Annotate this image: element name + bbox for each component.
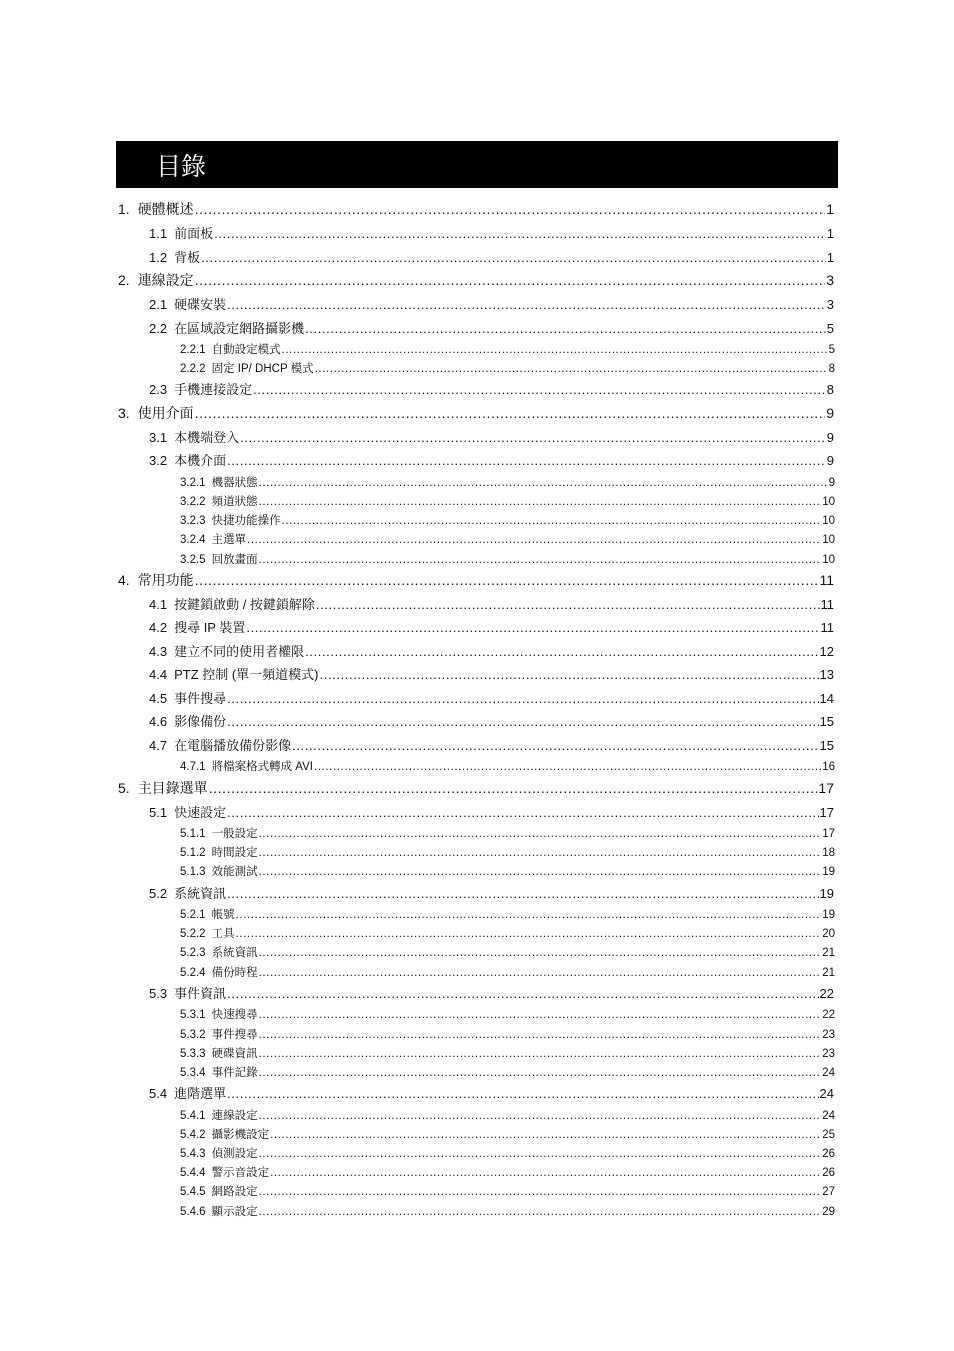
toc-entry-page-number: 10 xyxy=(822,515,835,528)
toc-entry-level-2[interactable] xyxy=(0,247,954,271)
toc-entry-page-number: 27 xyxy=(822,1186,835,1199)
dot-leader xyxy=(195,272,826,288)
toc-entry-level-2[interactable] xyxy=(0,450,954,474)
toc-entry-level-3[interactable] xyxy=(0,1026,954,1045)
toc-entry-level-3[interactable] xyxy=(0,512,954,531)
dot-leader xyxy=(259,1110,822,1122)
dot-leader xyxy=(259,1067,822,1079)
toc-title: 目錄 xyxy=(156,151,207,181)
toc-entry-page-number: 10 xyxy=(822,553,835,566)
toc-entry-number: 5.2.4 xyxy=(180,966,206,979)
toc-entry-level-2[interactable] xyxy=(0,641,954,665)
toc-entry-text: PTZ 控制 (單一頻道模式) xyxy=(174,667,319,683)
toc-entry-page-number: 24 xyxy=(819,1086,834,1102)
toc-entry-label xyxy=(149,427,239,446)
dot-leader xyxy=(227,986,818,1001)
toc-entry-level-3[interactable] xyxy=(0,1145,954,1164)
toc-entry-page-number: 9 xyxy=(828,476,835,489)
toc-entry-page-number: 24 xyxy=(822,1109,835,1122)
toc-entry-text: 工具 xyxy=(211,928,235,941)
toc-entry-page-number: 23 xyxy=(822,1028,835,1041)
toc-entry-level-3[interactable] xyxy=(0,1064,954,1083)
toc-entry-number: 4.2 xyxy=(149,620,168,636)
dot-leader xyxy=(259,1029,822,1041)
toc-entry-text: 連線設定 xyxy=(211,1109,258,1122)
dot-leader xyxy=(259,866,822,878)
toc-entry-label xyxy=(180,360,314,376)
dot-leader xyxy=(201,250,826,265)
toc-entry-label xyxy=(180,1006,258,1022)
toc-entry-text: 硬體概述 xyxy=(137,201,194,217)
toc-entry-level-3[interactable] xyxy=(0,863,954,882)
toc-entry-label xyxy=(180,1126,269,1142)
dot-leader xyxy=(195,405,826,421)
toc-entry-page-number: 25 xyxy=(822,1128,835,1141)
toc-entry-number: 5.4 xyxy=(149,1086,168,1102)
toc-entry-page-number: 9 xyxy=(826,404,834,421)
dot-leader xyxy=(246,620,819,635)
toc-entry-label xyxy=(149,379,252,398)
toc-entry-level-3[interactable] xyxy=(0,1203,954,1222)
toc-entry-page-number: 8 xyxy=(826,382,834,398)
toc-entry-number: 2. xyxy=(118,272,130,288)
toc-entry-level-3[interactable] xyxy=(0,360,954,379)
toc-entry-level-1[interactable] xyxy=(0,778,954,802)
toc-entry-page-number: 19 xyxy=(822,909,835,922)
toc-entry-page-number: 17 xyxy=(819,804,834,820)
toc-entry-label xyxy=(180,1064,258,1080)
toc-entry-label xyxy=(149,223,213,242)
toc-entry-number: 3.1 xyxy=(149,429,168,445)
dot-leader xyxy=(227,691,818,706)
toc-entry-number: 3.2.5 xyxy=(180,553,206,566)
toc-entry-number: 4.7 xyxy=(149,737,168,753)
toc-entry-text: 在電腦播放備份影像 xyxy=(174,737,292,753)
toc-entry-label xyxy=(149,450,226,469)
toc-entry-number: 5.3 xyxy=(149,985,168,1001)
toc-entry-page-number: 12 xyxy=(819,643,834,659)
toc-entry-level-3[interactable] xyxy=(0,1107,954,1126)
toc-entry-text: 系統資訊 xyxy=(174,885,227,901)
toc-entry-page-number: 3 xyxy=(826,297,834,312)
toc-entry-page-number: 19 xyxy=(819,885,834,901)
toc-entry-page-number: 29 xyxy=(822,1205,835,1218)
toc-entry-page-number: 20 xyxy=(822,928,835,941)
dot-leader xyxy=(227,1086,818,1101)
dot-leader xyxy=(259,1186,822,1198)
toc-entry-text: 影像備份 xyxy=(174,714,227,730)
toc-entry-number: 2.3 xyxy=(149,382,168,398)
toc-entry-label xyxy=(180,1045,258,1061)
toc-entry-label xyxy=(180,493,258,509)
toc-entry-page-number: 11 xyxy=(819,571,834,588)
toc-entry-label xyxy=(180,1183,258,1199)
toc-entry-text: 頻道狀態 xyxy=(211,496,258,509)
toc-entry-page-number: 13 xyxy=(819,667,834,683)
toc-entry-page-number: 26 xyxy=(822,1147,835,1160)
toc-entry-level-2[interactable] xyxy=(0,983,954,1007)
toc-entry-level-2[interactable] xyxy=(0,688,954,712)
dot-leader xyxy=(227,453,826,468)
toc-entry-number: 1.2 xyxy=(149,249,168,265)
toc-entry-number: 5.4.4 xyxy=(180,1167,206,1180)
toc-entry-number: 5.1.3 xyxy=(180,866,206,879)
toc-entry-number: 5.1 xyxy=(149,804,168,820)
toc-entry-level-2[interactable] xyxy=(0,1083,954,1107)
toc-entry-level-3[interactable] xyxy=(0,906,954,925)
dot-leader xyxy=(259,967,822,979)
toc-entry-number: 2.1 xyxy=(149,297,168,312)
dot-leader xyxy=(282,344,828,356)
toc-entry-level-3[interactable] xyxy=(0,1183,954,1202)
toc-entry-label xyxy=(180,844,258,860)
toc-entry-level-2[interactable] xyxy=(0,318,954,342)
dot-leader xyxy=(292,738,818,753)
toc-entry-text: 機器狀態 xyxy=(211,476,258,489)
toc-entry-page-number: 22 xyxy=(822,1009,835,1022)
toc-entry-page-number: 21 xyxy=(822,947,835,960)
toc-entry-page-number: 1 xyxy=(826,249,834,265)
toc-entry-text: 快速設定 xyxy=(174,804,227,820)
toc-entry-level-1[interactable] xyxy=(0,570,954,594)
dot-leader xyxy=(314,761,821,773)
toc-entry-level-3[interactable] xyxy=(0,1006,954,1025)
toc-entry-text: 本機端登入 xyxy=(174,429,240,445)
dot-leader xyxy=(195,572,819,588)
toc-entry-level-2[interactable] xyxy=(0,664,954,688)
dot-leader xyxy=(195,201,826,217)
dot-leader xyxy=(259,1048,822,1060)
toc-entry-page-number: 23 xyxy=(822,1047,835,1060)
toc-entry-level-2[interactable] xyxy=(0,711,954,735)
toc-entry-number: 5.4.6 xyxy=(180,1205,206,1218)
toc-entry-level-2[interactable] xyxy=(0,883,954,907)
toc-entry-page-number: 11 xyxy=(820,620,834,636)
table-of-contents xyxy=(0,199,954,1222)
toc-entry-level-3[interactable] xyxy=(0,925,954,944)
toc-entry-level-1[interactable] xyxy=(0,270,954,294)
dot-leader xyxy=(259,847,822,859)
toc-entry-text: 連線設定 xyxy=(137,272,194,288)
toc-entry-number: 2.2.2 xyxy=(180,363,206,376)
toc-entry-level-2[interactable] xyxy=(0,294,954,318)
toc-entry-text: 快捷功能操作 xyxy=(211,515,281,528)
toc-entry-text: 背板 xyxy=(174,249,201,265)
toc-entry-number: 1.1 xyxy=(149,226,168,241)
toc-entry-page-number: 10 xyxy=(822,534,835,547)
toc-entry-number: 4.7.1 xyxy=(180,761,206,774)
toc-entry-text: 自動設定模式 xyxy=(211,344,281,356)
toc-entry-number: 5.4.1 xyxy=(180,1109,206,1122)
toc-entry-number: 5. xyxy=(118,779,130,796)
toc-entry-page-number: 21 xyxy=(822,966,835,979)
toc-entry-page-number: 14 xyxy=(819,690,834,706)
toc-entry-number: 5.1.2 xyxy=(180,847,206,860)
toc-entry-page-number: 10 xyxy=(822,496,835,509)
dot-leader xyxy=(315,363,828,375)
toc-entry-text: 事件資訊 xyxy=(174,985,227,1001)
toc-entry-text: 效能測試 xyxy=(211,866,258,879)
toc-entry-label xyxy=(149,802,226,821)
toc-entry-label xyxy=(149,735,291,754)
toc-entry-number: 4. xyxy=(118,571,130,588)
toc-entry-label xyxy=(149,688,226,707)
toc-entry-page-number: 1 xyxy=(826,226,834,241)
dot-leader xyxy=(214,226,826,241)
dot-leader xyxy=(259,1009,822,1021)
toc-entry-page-number: 1 xyxy=(826,201,834,217)
toc-entry-number: 4.1 xyxy=(149,596,168,612)
toc-entry-text: 固定 IP/ DHCP 模式 xyxy=(211,363,314,376)
toc-entry-label xyxy=(180,825,258,841)
toc-entry-number: 5.4.3 xyxy=(180,1147,206,1160)
toc-entry-page-number: 5 xyxy=(826,320,834,336)
toc-entry-page-number: 8 xyxy=(828,363,835,376)
dot-leader xyxy=(270,1167,821,1179)
toc-entry-level-3[interactable] xyxy=(0,531,954,550)
toc-entry-page-number: 26 xyxy=(822,1167,835,1180)
toc-entry-number: 5.3.2 xyxy=(180,1028,206,1041)
toc-entry-level-1[interactable] xyxy=(0,403,954,427)
toc-entry-label xyxy=(180,1145,258,1161)
toc-entry-label xyxy=(180,512,281,528)
toc-entry-text: 常用功能 xyxy=(137,571,194,588)
toc-entry-text: 備份時程 xyxy=(211,966,258,979)
toc-entry-text: 使用介面 xyxy=(137,404,194,421)
toc-entry-label xyxy=(149,711,226,730)
toc-entry-page-number: 9 xyxy=(826,429,834,445)
toc-entry-label xyxy=(180,925,235,941)
toc-entry-level-2[interactable] xyxy=(0,427,954,451)
toc-entry-text: 快速搜尋 xyxy=(211,1009,258,1022)
toc-entry-level-2[interactable] xyxy=(0,802,954,826)
toc-entry-label xyxy=(180,1107,258,1123)
toc-entry-number: 2.2.1 xyxy=(180,344,206,356)
dot-leader xyxy=(282,515,822,527)
toc-entry-number: 5.3.3 xyxy=(180,1047,206,1060)
toc-entry-text: 網路設定 xyxy=(211,1186,258,1199)
toc-entry-number: 3.2.3 xyxy=(180,515,206,528)
toc-entry-label xyxy=(180,758,313,774)
toc-entry-text: 事件搜尋 xyxy=(174,690,227,706)
toc-entry-page-number: 19 xyxy=(822,866,835,879)
toc-entry-page-number: 11 xyxy=(820,596,834,612)
toc-entry-number: 2.2 xyxy=(149,320,168,336)
toc-entry-number: 5.4.2 xyxy=(180,1128,206,1141)
toc-entry-number: 5.3.4 xyxy=(180,1066,206,1079)
toc-entry-label xyxy=(180,863,258,879)
dot-leader xyxy=(227,714,818,729)
toc-entry-number: 5.4.5 xyxy=(180,1186,206,1199)
toc-entry-page-number: 22 xyxy=(819,985,834,1001)
dot-leader xyxy=(236,928,822,940)
toc-entry-level-2[interactable] xyxy=(0,617,954,641)
toc-entry-text: 主選單 xyxy=(211,534,247,547)
toc-entry-label xyxy=(118,778,208,798)
dot-leader xyxy=(247,534,821,546)
toc-entry-text: 硬碟安裝 xyxy=(174,297,227,312)
toc-entry-label xyxy=(149,1083,226,1102)
toc-entry-number: 5.2.2 xyxy=(180,928,206,941)
toc-entry-number: 5.2.3 xyxy=(180,947,206,960)
toc-entry-number: 5.2 xyxy=(149,885,168,901)
toc-entry-level-3[interactable] xyxy=(0,1126,954,1145)
toc-entry-text: 按鍵鎖啟動 / 按鍵鎖解除 xyxy=(174,596,315,612)
toc-entry-text: 建立不同的使用者權限 xyxy=(174,643,305,659)
toc-entry-label xyxy=(118,199,194,219)
toc-entry-text: 警示音設定 xyxy=(211,1167,270,1180)
dot-leader xyxy=(227,297,826,312)
toc-entry-page-number: 17 xyxy=(822,828,835,840)
dot-leader xyxy=(259,828,822,840)
toc-entry-label xyxy=(180,906,235,922)
toc-entry-text: 將檔案格式轉成 AVI xyxy=(211,761,313,774)
toc-entry-page-number: 16 xyxy=(822,761,835,774)
toc-entry-label xyxy=(149,594,315,613)
dot-leader xyxy=(240,430,826,445)
dot-leader xyxy=(227,805,818,820)
toc-entry-label xyxy=(118,270,194,290)
toc-entry-text: 顯示設定 xyxy=(211,1205,258,1218)
dot-leader xyxy=(305,644,818,659)
dot-leader xyxy=(227,886,818,901)
toc-entry-page-number: 3 xyxy=(826,272,834,288)
dot-leader xyxy=(305,321,826,336)
toc-entry-label xyxy=(149,983,226,1002)
dot-leader xyxy=(316,597,820,612)
toc-entry-label xyxy=(180,474,258,490)
toc-entry-number: 4.3 xyxy=(149,643,168,659)
toc-entry-level-3[interactable] xyxy=(0,341,954,360)
toc-entry-level-2[interactable] xyxy=(0,379,954,403)
toc-entry-number: 3.2 xyxy=(149,453,168,469)
toc-entry-number: 1. xyxy=(118,201,130,217)
toc-entry-level-3[interactable] xyxy=(0,1164,954,1183)
dot-leader xyxy=(259,496,822,508)
dot-leader xyxy=(320,667,819,682)
toc-entry-label xyxy=(180,551,258,567)
toc-entry-level-2[interactable] xyxy=(0,594,954,618)
toc-entry-page-number: 15 xyxy=(819,737,834,753)
toc-entry-text: 偵測設定 xyxy=(211,1147,258,1160)
toc-entry-label xyxy=(180,1203,258,1219)
toc-entry-number: 4.4 xyxy=(149,667,168,683)
dot-leader xyxy=(259,1206,822,1218)
toc-entry-number: 4.6 xyxy=(149,714,168,730)
toc-entry-level-1[interactable] xyxy=(0,199,954,223)
toc-entry-label xyxy=(149,318,304,337)
dot-leader xyxy=(209,780,818,796)
toc-entry-page-number: 5 xyxy=(828,344,835,356)
toc-entry-number: 3.2.4 xyxy=(180,534,206,547)
toc-entry-label xyxy=(149,247,200,266)
toc-entry-number: 3. xyxy=(118,404,130,421)
toc-entry-label xyxy=(149,294,226,313)
toc-entry-level-3[interactable] xyxy=(0,825,954,844)
toc-entry-text: 本機介面 xyxy=(174,453,227,469)
dot-leader xyxy=(259,947,822,959)
toc-entry-label xyxy=(180,1026,258,1042)
dot-leader xyxy=(270,1129,821,1141)
toc-entry-label xyxy=(180,944,258,960)
toc-entry-page-number: 18 xyxy=(822,847,835,860)
toc-entry-text: 搜尋 IP 裝置 xyxy=(174,620,246,636)
toc-entry-level-3[interactable] xyxy=(0,964,954,983)
toc-entry-text: 回放畫面 xyxy=(211,553,258,566)
toc-entry-text: 一般設定 xyxy=(211,828,258,840)
toc-entry-number: 3.2.1 xyxy=(180,476,206,489)
toc-entry-label xyxy=(118,570,194,590)
toc-entry-text: 帳號 xyxy=(211,909,235,922)
dot-leader xyxy=(236,909,822,921)
toc-entry-text: 主目錄選單 xyxy=(137,779,208,796)
toc-entry-level-3[interactable] xyxy=(0,474,954,493)
toc-entry-text: 系統資訊 xyxy=(211,947,258,960)
toc-entry-text: 硬碟資訊 xyxy=(211,1047,258,1060)
toc-entry-level-3[interactable] xyxy=(0,1045,954,1064)
toc-entry-text: 事件搜尋 xyxy=(211,1028,258,1041)
dot-leader xyxy=(259,554,822,566)
dot-leader xyxy=(259,1148,822,1160)
toc-entry-page-number: 24 xyxy=(822,1066,835,1079)
toc-entry-label xyxy=(149,617,245,636)
toc-entry-text: 手機連接設定 xyxy=(174,382,253,398)
toc-entry-label xyxy=(180,531,246,547)
toc-entry-number: 5.1.1 xyxy=(180,828,206,840)
toc-entry-level-3[interactable] xyxy=(0,944,954,963)
toc-entry-text: 進階選單 xyxy=(174,1086,227,1102)
toc-entry-level-3[interactable] xyxy=(0,493,954,512)
toc-entry-level-3[interactable] xyxy=(0,551,954,570)
dot-leader xyxy=(259,477,828,489)
toc-entry-level-3[interactable] xyxy=(0,758,954,777)
toc-entry-text: 攝影機設定 xyxy=(211,1128,270,1141)
toc-title-bar xyxy=(116,141,838,188)
toc-entry-label xyxy=(180,341,281,357)
toc-entry-level-2[interactable] xyxy=(0,223,954,247)
toc-entry-text: 前面板 xyxy=(174,226,214,241)
toc-entry-label xyxy=(149,664,319,683)
toc-entry-text: 事件記錄 xyxy=(211,1066,258,1079)
toc-entry-label xyxy=(180,964,258,980)
toc-entry-label xyxy=(180,1164,269,1180)
toc-entry-level-3[interactable] xyxy=(0,844,954,863)
toc-entry-text: 時間設定 xyxy=(211,847,258,860)
toc-entry-number: 5.3.1 xyxy=(180,1009,206,1022)
toc-entry-number: 4.5 xyxy=(149,690,168,706)
dot-leader xyxy=(253,382,826,397)
toc-entry-page-number: 9 xyxy=(826,453,834,469)
toc-entry-text: 在區域設定網路攝影機 xyxy=(174,320,305,336)
toc-entry-number: 3.2.2 xyxy=(180,496,206,509)
toc-entry-label xyxy=(118,403,194,423)
toc-entry-level-2[interactable] xyxy=(0,735,954,759)
toc-entry-number: 5.2.1 xyxy=(180,909,206,922)
toc-entry-page-number: 15 xyxy=(819,714,834,730)
toc-entry-label xyxy=(149,641,304,660)
toc-entry-page-number: 17 xyxy=(818,779,834,796)
toc-entry-label xyxy=(149,883,226,902)
